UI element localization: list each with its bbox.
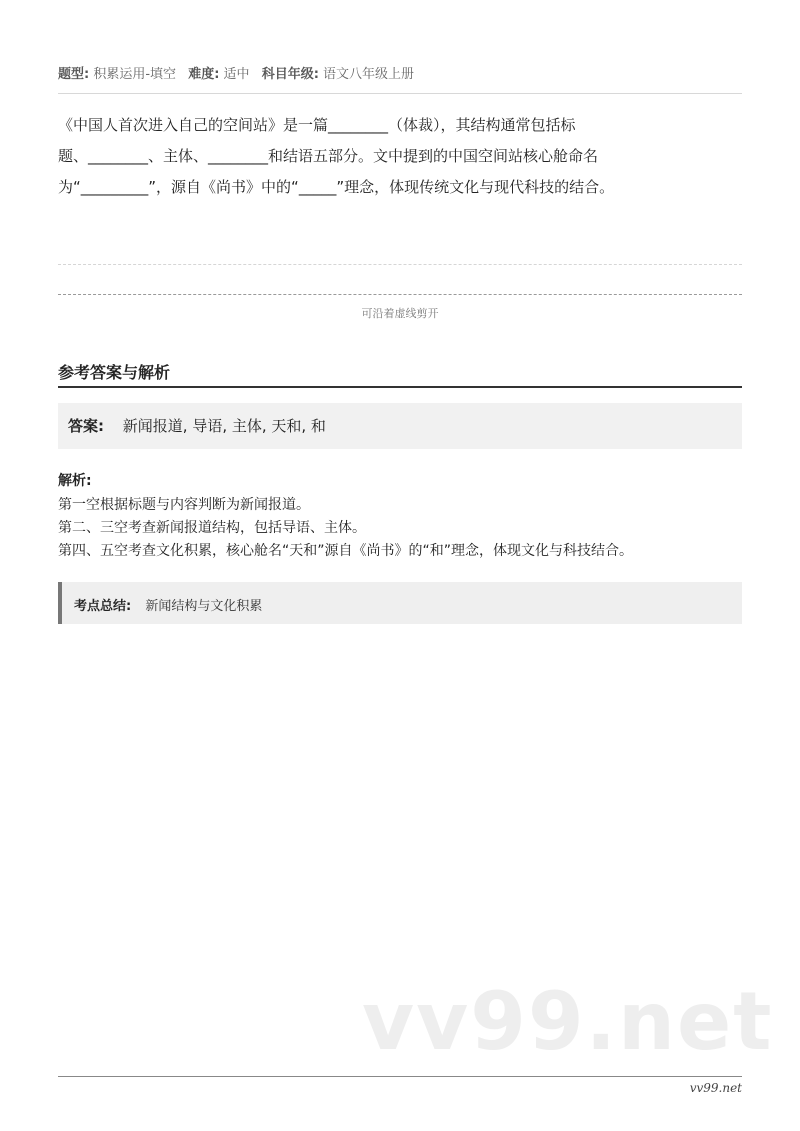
subject-value: 语文八年级上册 bbox=[323, 67, 415, 82]
analysis-label: 解析: bbox=[58, 473, 92, 489]
summary-label: 考点总结: bbox=[74, 599, 132, 614]
cut-hint: 可沿着虚线剪开 bbox=[361, 307, 439, 320]
question-line: 为“_________”，源自《尚书》中的“_____”理念，体现传统文化与现代科技的结合。 bbox=[58, 178, 615, 196]
footer-site: vv99.net bbox=[689, 1081, 742, 1095]
type-label: 题型: bbox=[58, 67, 90, 82]
answer-value: 新闻报道, 导语, 主体, 天和, 和 bbox=[122, 417, 326, 435]
difficulty-label: 难度: bbox=[188, 67, 220, 82]
type-value: 积累运用-填空 bbox=[93, 67, 177, 82]
answer-section-title: 参考答案与解析 bbox=[58, 363, 171, 382]
cut-line bbox=[58, 294, 742, 295]
meta-divider bbox=[58, 93, 742, 94]
answer-box bbox=[58, 403, 742, 449]
analysis-text bbox=[58, 494, 758, 563]
cut-line-light bbox=[58, 264, 742, 265]
difficulty-value: 适中 bbox=[223, 67, 250, 82]
summary-value: 新闻结构与文化积累 bbox=[145, 599, 263, 614]
key-point-summary bbox=[58, 582, 742, 624]
analysis-line: 第二、三空考查新闻报道结构，包括导语、主体。 bbox=[58, 520, 366, 536]
question-text bbox=[58, 110, 748, 203]
answer-label: 答案: bbox=[68, 417, 104, 435]
footer-divider bbox=[58, 1076, 742, 1077]
section-divider bbox=[58, 386, 742, 388]
analysis-line: 第四、五空考查文化积累，核心舱名“天和”源自《尚书》的“和”理念，体现文化与科技结合。 bbox=[58, 543, 634, 559]
subject-label: 科目年级: bbox=[261, 67, 319, 82]
question-line: 《中国人首次进入自己的空间站》是一篇________（体裁），其结构通常包括标 bbox=[58, 116, 576, 134]
question-meta bbox=[58, 63, 742, 82]
analysis-line: 第一空根据标题与内容判断为新闻报道。 bbox=[58, 497, 310, 513]
watermark: vv99.net bbox=[362, 975, 774, 1068]
question-line: 题、________、主体、________和结语五部分。文中提到的中国空间站核心舱命名 bbox=[58, 147, 599, 165]
